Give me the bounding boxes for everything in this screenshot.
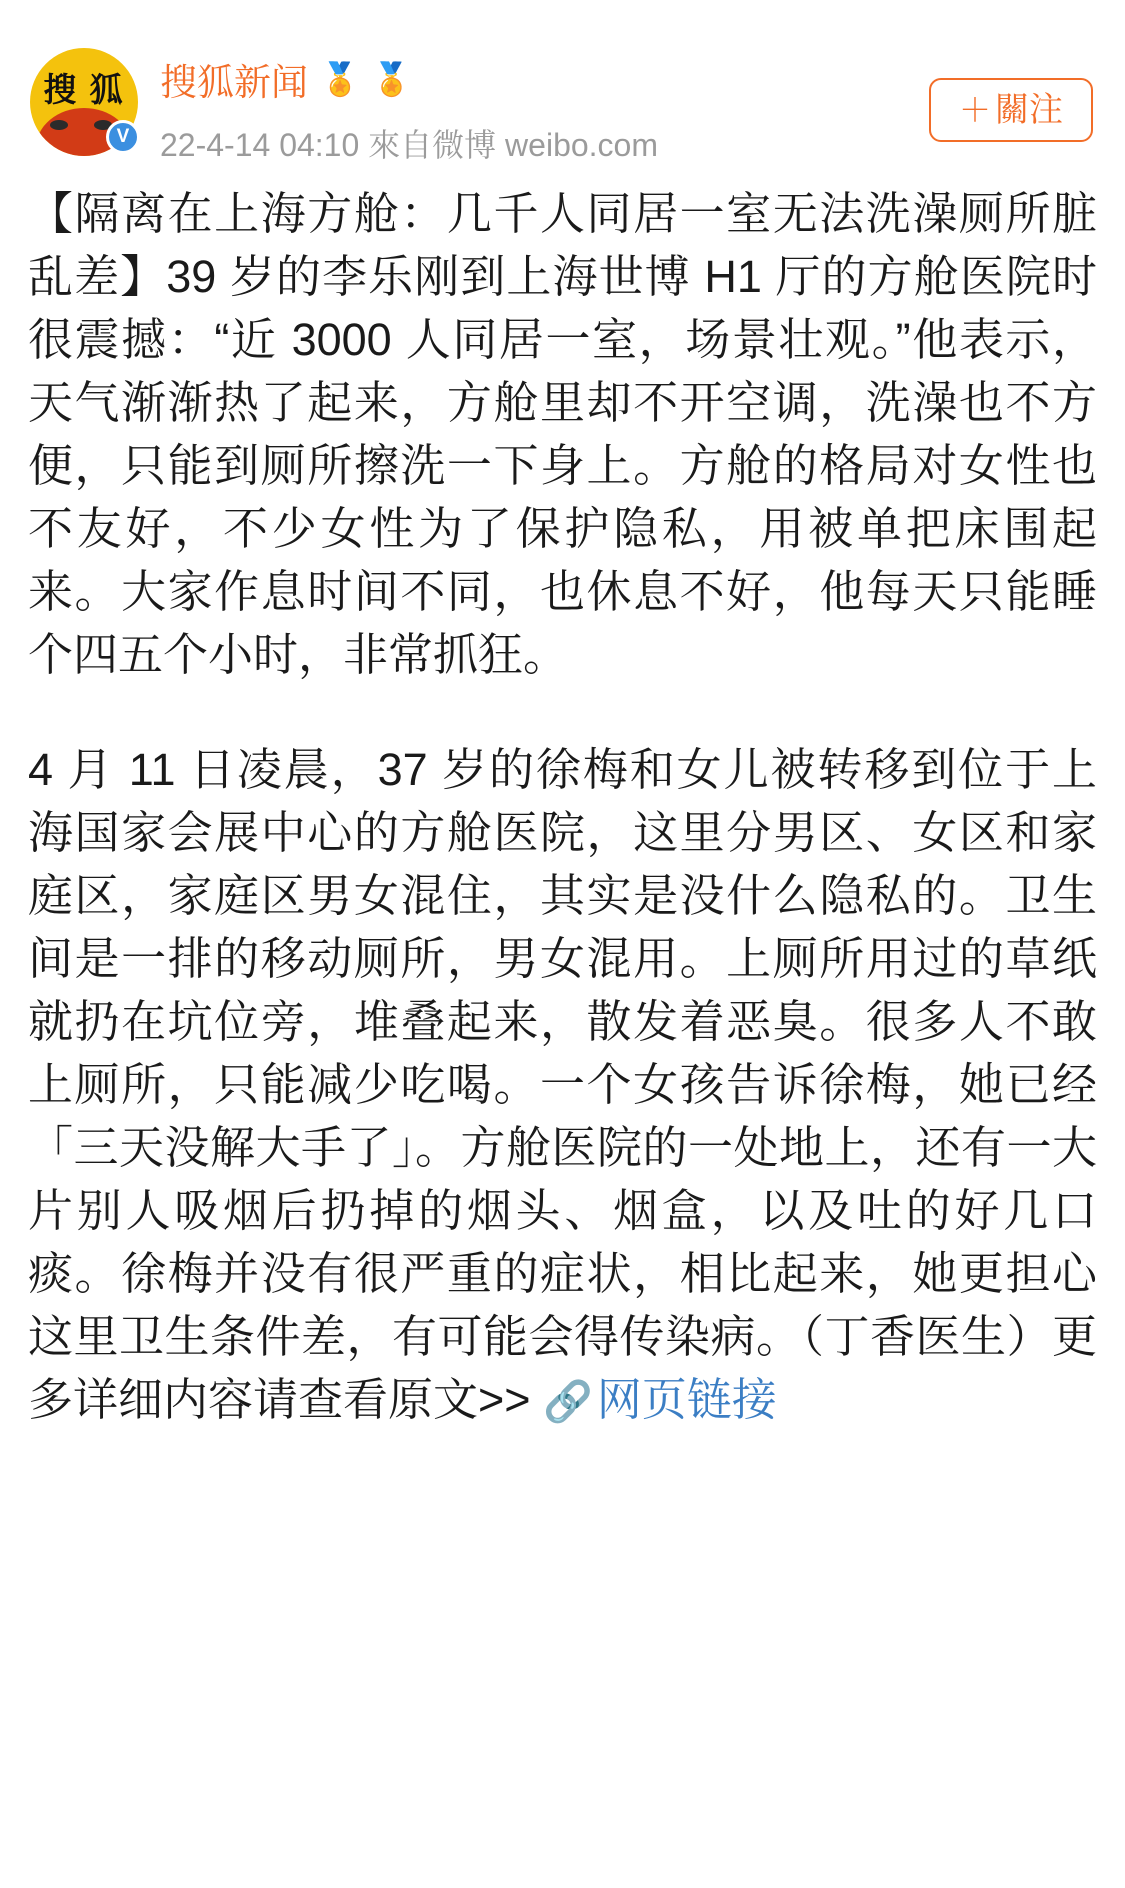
plus-icon: ＋ xyxy=(958,92,991,128)
follow-button[interactable] xyxy=(929,78,1093,142)
link-icon: 🔗 xyxy=(543,1380,593,1424)
post-body xyxy=(0,166,1125,1434)
avatar[interactable] xyxy=(30,48,138,156)
post-timestamp: 22-4-14 04:10 xyxy=(160,127,360,163)
status-bar-spacer xyxy=(0,0,1125,30)
post-paragraph-2 xyxy=(28,738,1097,1434)
post-header xyxy=(0,30,1125,166)
web-link[interactable]: 网页链接 xyxy=(596,1374,777,1425)
account-name[interactable]: 搜狐新闻 xyxy=(160,62,308,103)
gold-medal-icon: 🏅 xyxy=(320,61,360,97)
post-source[interactable]: 來自微博 weibo.com xyxy=(368,127,659,163)
avatar-label: 搜 狐 xyxy=(43,71,125,108)
post-paragraph-1: 【隔离在上海方舱：几千人同居一室无法洗澡厕所脏乱差】39 岁的李乐刚到上海世博 H1 厅的方舱医院时很震撼：“近 3000 人同居一室，场景壮观。”他表示，天气渐渐热了起来，方舱里却不开空调，洗澡也不方便，只能到厕所擦洗一下身上。方舱的格局对女性也不友好，不少女性为了保护隐私，用被单把床围起来。大家作息时间不同，也休息不好，他每天只能睡个四五个小时，非常抓狂。 xyxy=(28,188,1097,680)
follow-button-label: 關注 xyxy=(995,91,1063,129)
silver-medal-icon: 🏅 xyxy=(371,61,412,97)
post-paragraph-2-text: 4 月 11 日凌晨，37 岁的徐梅和女儿被转移到位于上海国家会展中心的方舱医院，这里分男区、女区和家庭区，家庭区男女混住，其实是没什么隐私的。卫生间是一排的移动厕所，男女混用。上厕所用过的草纸就扔在坑位旁，堆叠起来，散发着恶臭。很多人不敢上厕所，只能减少吃喝。一个女孩告诉徐梅，她已经「三天没解大手了」。方舱医院的一处地上，还有一大片别人吸烟后扔掉的烟头、烟盒，以及吐的好几口痰。徐梅并没有很严重的症状，相比起来，她更担心这里卫生条件差，有可能会得传染病。（丁香医生）更多详细内容请查看原文>> xyxy=(28,744,1097,1425)
verified-badge-icon: V xyxy=(106,120,140,154)
